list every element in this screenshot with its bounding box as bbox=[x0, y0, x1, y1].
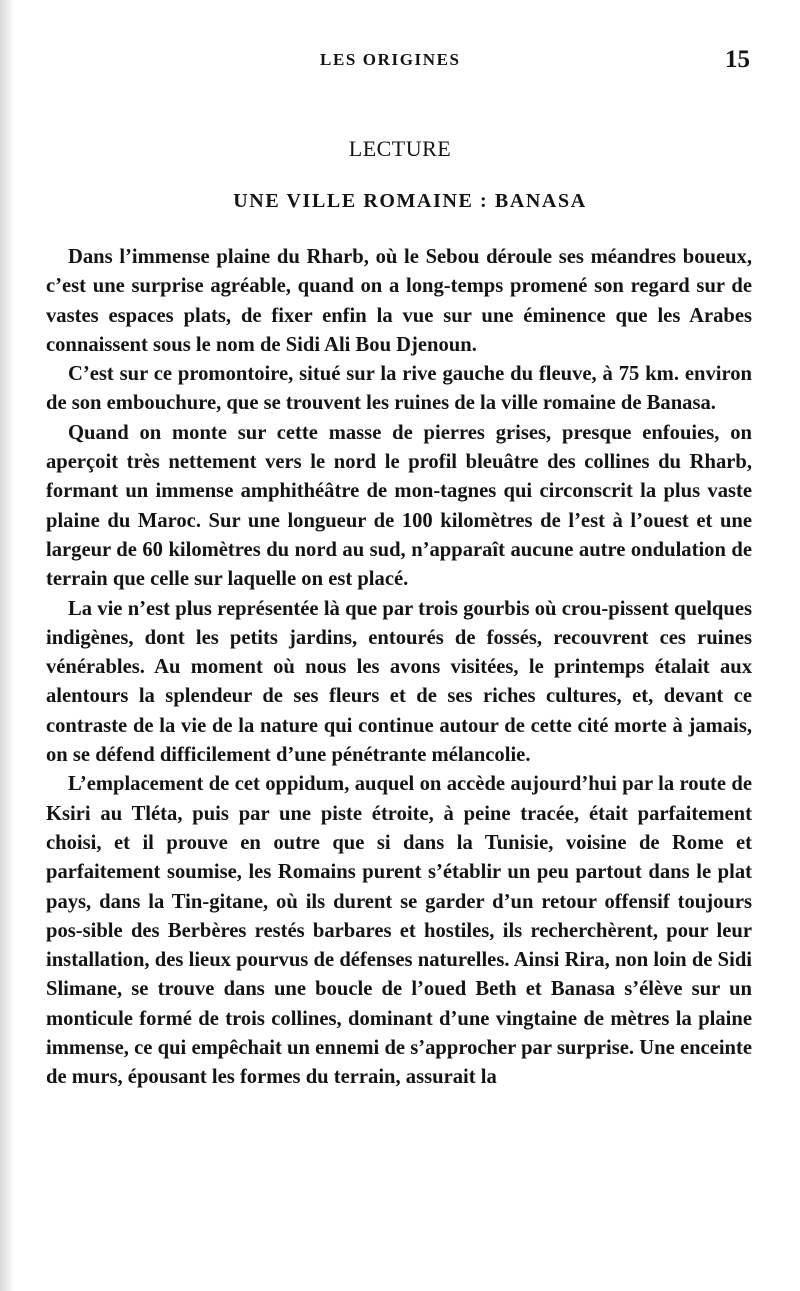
paragraph: L’emplacement de cet oppidum, auquel on accède aujourd’hui par la route de Ksiri au Tléta, puis par une piste étroite, à peine tracée, était parfaitement choisi, et il prouve en outre que si dans la Tunisie, voisine de Rome et parfaitement soumise, les Romains purent s’établir un peu partout dans le plat pays, dans la Tin-gitane, où ils durent se garder d’un retour offensif toujours pos-sible des Berbères restés barbares et hostiles, ils recherchèrent, pour leur installation, des lieux pourvus de défenses naturelles. Ainsi Rira, non loin de Sidi Slimane, se trouve dans une boucle de l’oued Beth et Banasa s’élève sur un monticule formé de trois collines, dominant d’une vingtaine de mètres la plaine immense, ce qui empêchait un ennemi de s’approcher par surprise. Une enceinte de murs, épousant les formes du terrain, assurait la bbox=[46, 773, 752, 1089]
article-body bbox=[46, 243, 752, 1093]
article-title: UNE VILLE ROMAINE : BANASA bbox=[233, 190, 587, 212]
running-title: LES ORIGINES bbox=[320, 50, 461, 69]
section-title: LECTURE bbox=[348, 136, 452, 161]
paragraph: Quand on monte sur cette masse de pierres grises, presque enfouies, on aperçoit très nettement vers le nord le profil bleuâtre des collines du Rharb, formant un immense amphithéâtre de mon-tagnes qui circonscrit la plus vaste plaine du Maroc. Sur une longueur de 100 kilomètres de l’est à l’ouest et une largeur de 60 kilomètres du nord au sud, n’apparaît aucune autre ondulation de terrain que celle sur laquelle on est placé. bbox=[46, 421, 752, 591]
paragraph: La vie n’est plus représentée là que par trois gourbis où crou-pissent quelques indigènes, dont les petits jardins, entourés de fossés, recouvrent ces ruines vénérables. Au moment où nous les avons visitées, le printemps étalait aux alentours la splendeur de ses fleurs et de ses riches cultures, et, devant ce contraste de la vie de la nature qui continue autour de cette cité morte à jamais, on se défend difficilement d’une pénétrante mélancolie. bbox=[46, 597, 752, 767]
paragraph: C’est sur ce promontoire, situé sur la rive gauche du fleuve, à 75 km. environ de son embouchure, que se trouvent les ruines de la ville romaine de Banasa. bbox=[46, 363, 752, 415]
paragraph: Dans l’immense plaine du Rharb, où le Sebou déroule ses méandres boueux, c’est une surprise agréable, quand on a long-temps promené son regard sur de vastes espaces plats, de fixer enfin la vue sur une éminence que les Arabes connaissent sous le nom de Sidi Ali Bou Djenoun. bbox=[46, 246, 752, 356]
page-number: 15 bbox=[725, 46, 750, 73]
running-header bbox=[0, 46, 800, 76]
